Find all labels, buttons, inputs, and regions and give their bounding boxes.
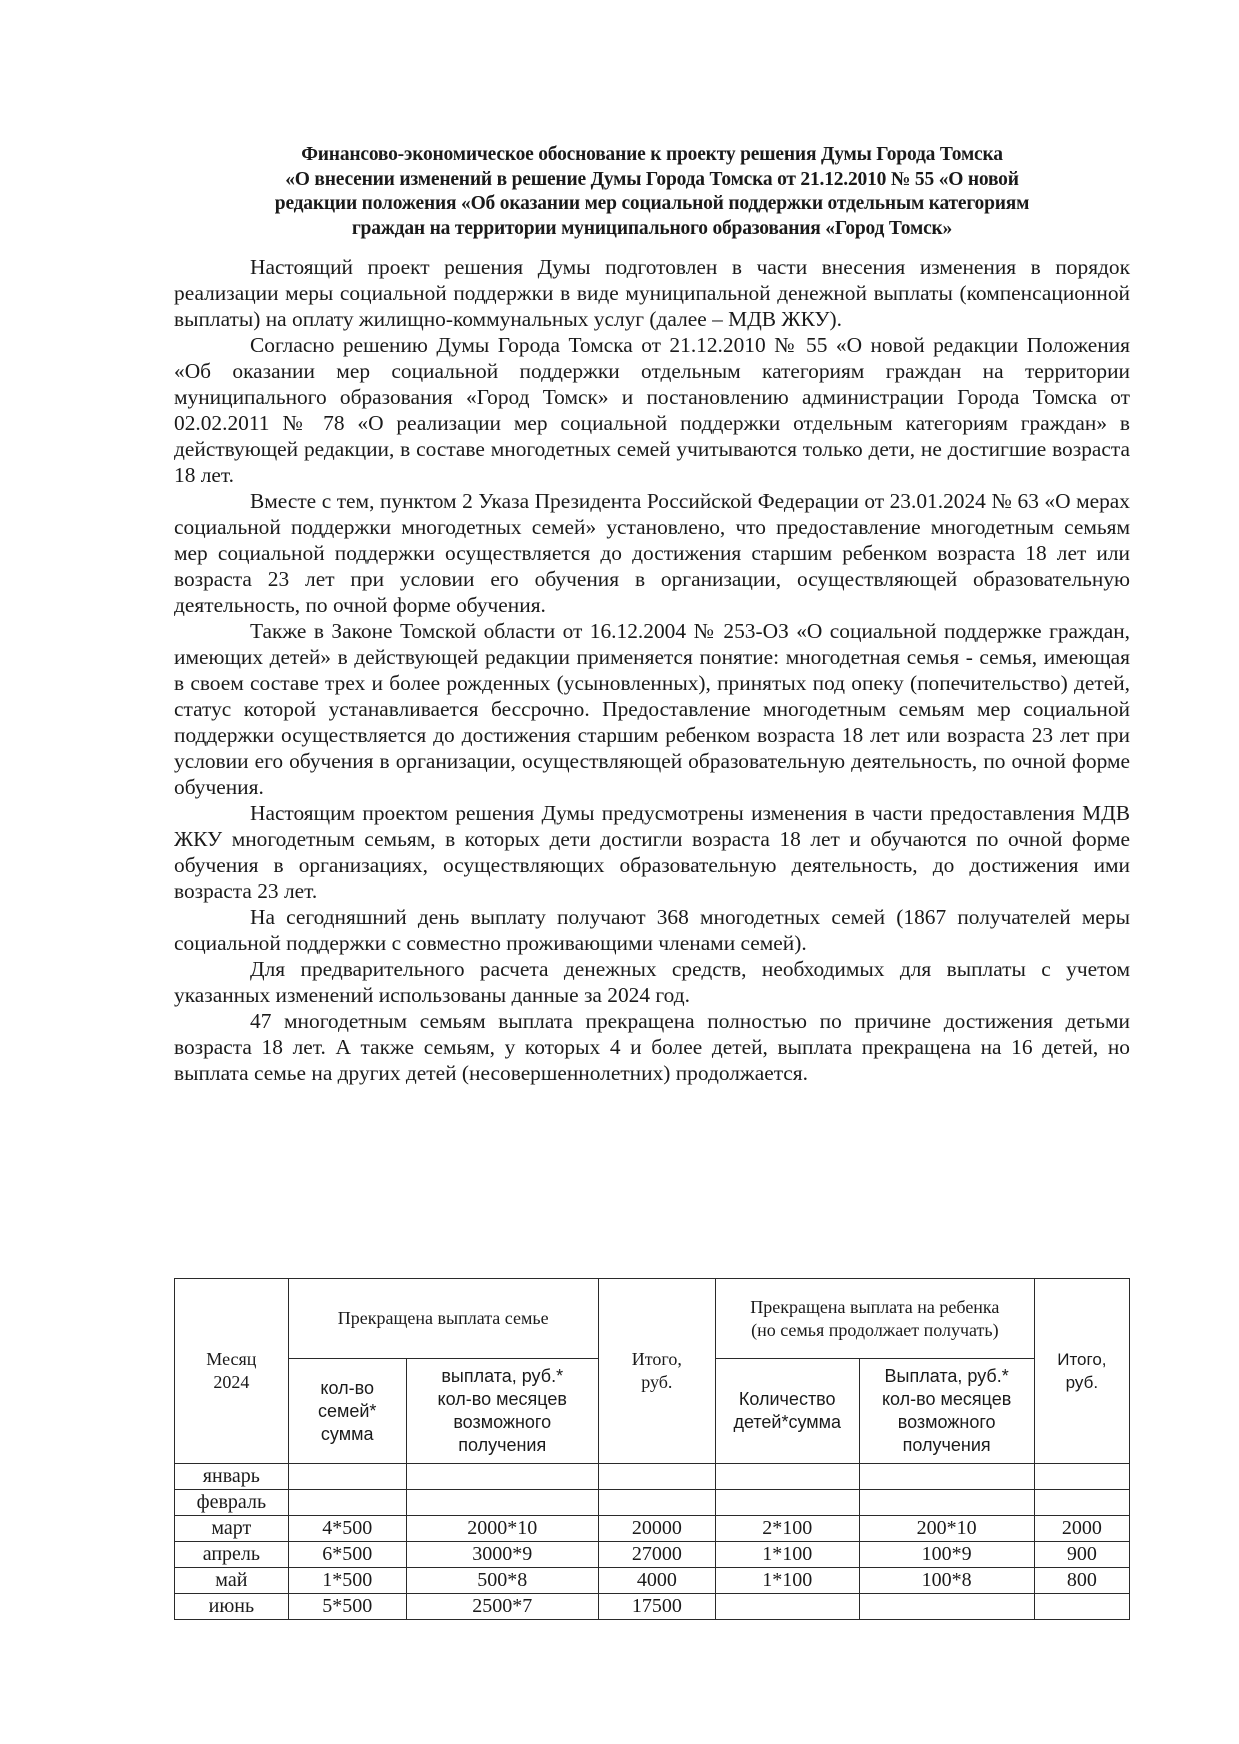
cell-total-child: [1034, 1490, 1129, 1516]
paragraph-president-decree: Вместе с тем, пунктом 2 Указа Президента Российской Федерации от 23.01.2024 № 63 «О мерах социальной поддержки многодетных семей» установлено, что предоставление многодетным семьям мер социальной поддержки осуществляется до достижения старшим ребенком возраста 18 лет или возраста 23 лет при условии его обучения в организации, осуществляющей образовательную деятельность, по очной форме обучения.: [174, 489, 1130, 617]
cell-month: январь: [175, 1464, 289, 1490]
cell-child-payment: 100*9: [859, 1542, 1034, 1568]
cell-child-count: [715, 1464, 859, 1490]
table-row: [175, 1542, 1130, 1568]
paragraph-proposed-changes: Настоящим проектом решения Думы предусмотрены изменения в части предоставления МДВ ЖКУ многодетным семьям, в которых дети достигли возраста 18 лет и обучаются по очной форме обучения в организациях, осуществляющих образовательную деятельность, до достижения ими возраста 23 лет.: [174, 801, 1130, 903]
document-body: [174, 254, 1130, 1086]
cell-total-family: [598, 1490, 715, 1516]
cell-total-family: 4000: [598, 1568, 715, 1594]
header-child-payment: Выплата, руб.* кол-во месяцев возможного получения: [859, 1359, 1034, 1464]
cell-month: март: [175, 1516, 289, 1542]
cell-family-payment: [406, 1490, 598, 1516]
header-total-child: Итого, руб.: [1034, 1279, 1129, 1464]
paragraph-terminated-payments: 47 многодетным семьям выплата прекращена полностью по причине достижения детьми возраста 18 лет. А также семьям, у которых 4 и более детей, выплата прекращена на 16 детей, но выплата семье на других детей (несовершеннолетних) продолжается.: [174, 1009, 1130, 1085]
cell-family-count: 6*500: [288, 1542, 406, 1568]
cell-total-child: [1034, 1594, 1129, 1620]
cell-child-payment: 200*10: [859, 1516, 1034, 1542]
title-line-3: редакции положения «Об оказании мер социальной поддержки отдельным категориям: [274, 193, 1030, 214]
payments-table: [174, 1278, 1130, 1620]
cell-child-count: 1*100: [715, 1542, 859, 1568]
cell-month: май: [175, 1568, 289, 1594]
cell-child-payment: [859, 1490, 1034, 1516]
cell-family-payment: 2500*7: [406, 1594, 598, 1620]
paragraph-intro: Настоящий проект решения Думы подготовлен в части внесения изменения в порядок реализации меры социальной поддержки в виде муниципальной денежной выплаты (компенсационной выплаты) на оплату жилищно-коммунальных услуг (далее – МДВ ЖКУ).: [174, 255, 1130, 331]
header-child-count: Количество детей*сумма: [715, 1359, 859, 1464]
cell-family-count: 4*500: [288, 1516, 406, 1542]
title-line-4: граждан на территории муниципального образования «Город Томск»: [351, 217, 953, 239]
cell-child-payment: [859, 1594, 1034, 1620]
cell-family-count: [288, 1490, 406, 1516]
header-month: Месяц 2024: [175, 1279, 289, 1464]
cell-child-count: [715, 1490, 859, 1516]
paragraph-calculation-basis: Для предварительного расчета денежных средств, необходимых для выплаты с учетом указанных изменений использованы данные за 2024 год.: [174, 957, 1130, 1007]
cell-total-child: 900: [1034, 1542, 1129, 1568]
cell-total-family: 17500: [598, 1594, 715, 1620]
cell-total-child: 2000: [1034, 1516, 1129, 1542]
cell-child-payment: 100*8: [859, 1568, 1034, 1594]
cell-total-family: 20000: [598, 1516, 715, 1542]
cell-family-payment: 500*8: [406, 1568, 598, 1594]
header-family-payment: выплата, руб.* кол-во месяцев возможного получения: [406, 1359, 598, 1464]
cell-month: апрель: [175, 1542, 289, 1568]
title-line-2: «О внесении изменений в решение Думы Города Томска от 21.12.2010 № 55 «О новой: [285, 168, 1019, 190]
paragraph-recipients: На сегодняшний день выплату получают 368 многодетных семей (1867 получателей меры социальной поддержки с совместно проживающими членами семей).: [174, 905, 1130, 955]
cell-family-payment: 2000*10: [406, 1516, 598, 1542]
cell-family-count: 5*500: [288, 1594, 406, 1620]
table-row: [175, 1568, 1130, 1594]
table-row: [175, 1464, 1130, 1490]
cell-child-count: 1*100: [715, 1568, 859, 1594]
table-row: [175, 1516, 1130, 1542]
paragraph-tomsk-law: Также в Законе Томской области от 16.12.2004 № 253-ОЗ «О социальной поддержке граждан, имеющих детей» в действующей редакции применяется понятие: многодетная семья - семья, имеющая в своем составе трех и более рожденных (усыновленных), принятых под опеку (попечительство) детей, статус которой устанавливается бессрочно. Предоставление многодетным семьям мер социальной поддержки осуществляется до достижения старшим ребенком возраста 18 лет или возраста 23 лет при условии его обучения в организации, осуществляющей образовательную деятельность, по очной форме обучения.: [174, 619, 1130, 799]
header-family-count: кол-во семей* сумма: [288, 1359, 406, 1464]
cell-month: февраль: [175, 1490, 289, 1516]
table-header-row-1: [175, 1279, 1130, 1359]
cell-family-count: [288, 1464, 406, 1490]
table-row: [175, 1490, 1130, 1516]
paragraph-duma-decision: Согласно решению Думы Города Томска от 21.12.2010 № 55 «О новой редакции Положения «Об оказании мер социальной поддержки отдельным категориям граждан на территории муниципального образования «Город Томск» и постановлению администрации Города Томска от 02.02.2011 № 78 «О реализации мер социальной поддержки отдельным категориям граждан» в действующей редакции, в составе многодетных семей учитываются только дети, не достигшие возраста 18 лет.: [174, 333, 1130, 487]
cell-child-count: 2*100: [715, 1516, 859, 1542]
title-line-1: Финансово-экономическое обоснование к проекту решения Думы Города Томска: [301, 144, 1003, 165]
cell-child-count: [715, 1594, 859, 1620]
cell-total-family: 27000: [598, 1542, 715, 1568]
header-child-group: Прекращена выплата на ребенка (но семья продолжает получать): [715, 1279, 1034, 1359]
header-total-family: Итого, руб.: [598, 1279, 715, 1464]
cell-total-child: [1034, 1464, 1129, 1490]
cell-family-count: 1*500: [288, 1568, 406, 1594]
header-family-group: Прекращена выплата семье: [288, 1279, 598, 1359]
cell-total-child: 800: [1034, 1568, 1129, 1594]
cell-month: июнь: [175, 1594, 289, 1620]
cell-child-payment: [859, 1464, 1034, 1490]
cell-family-payment: 3000*9: [406, 1542, 598, 1568]
cell-total-family: [598, 1464, 715, 1490]
document-title: [174, 143, 1130, 241]
cell-family-payment: [406, 1464, 598, 1490]
table-row: [175, 1594, 1130, 1620]
